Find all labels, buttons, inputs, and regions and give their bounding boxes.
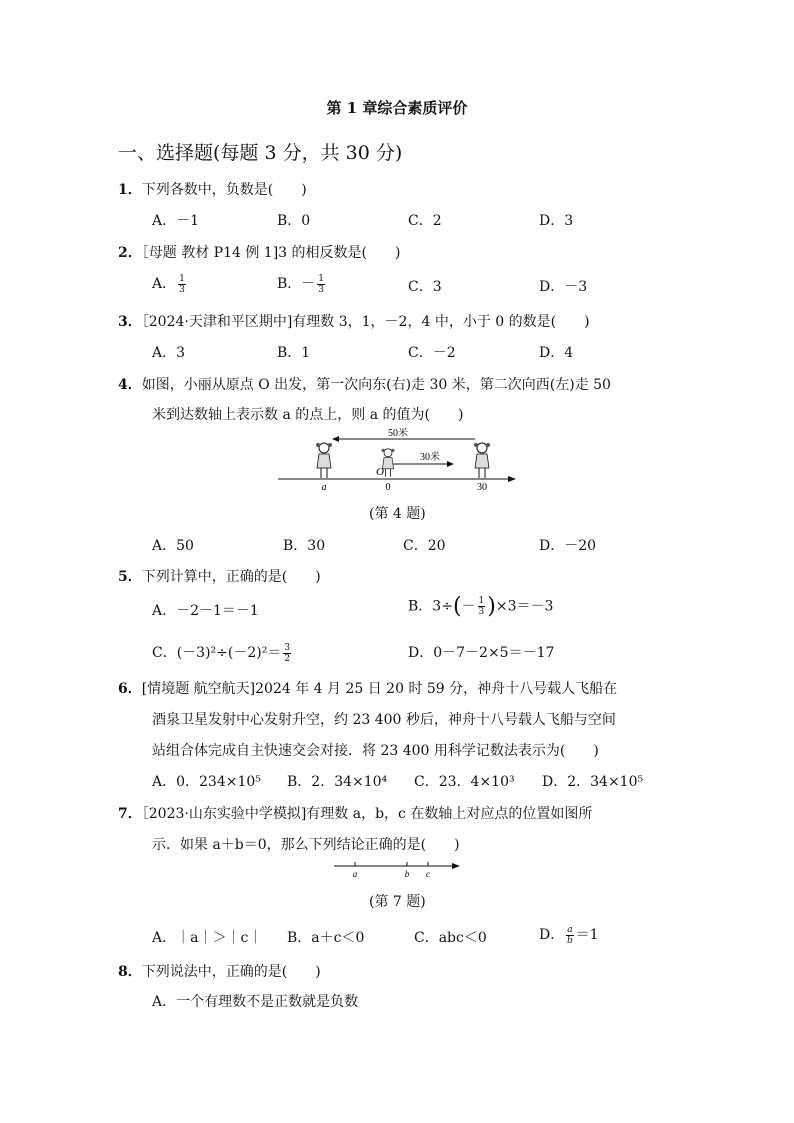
option-d: D．－20 xyxy=(539,538,597,554)
question-text: 如图，小丽从原点 O 出发，第一次向东(右)走 30 米，第二次向西(左)走 50 xyxy=(141,377,611,393)
question-text: ［2024·天津和平区期中]有理数 3，1，－2，4 中，小于 0 的数是( ) xyxy=(141,314,590,330)
question-text: 下列说法中，正确的是( ) xyxy=(141,964,321,980)
option-c: C．23．4×10³ xyxy=(414,774,515,790)
option-c: C．2 xyxy=(408,213,442,229)
tick-label-30: 30 xyxy=(477,482,487,492)
question-3 xyxy=(118,311,590,331)
question-number: 3． xyxy=(118,314,142,330)
fraction: $\frac{1}{3}$ xyxy=(179,273,185,295)
question-number: 2． xyxy=(118,245,142,261)
question-6 xyxy=(118,678,617,698)
option-a xyxy=(152,273,188,295)
question-number: 8． xyxy=(118,964,142,980)
question-text: 下列各数中，负数是( ) xyxy=(141,182,307,198)
question-7 xyxy=(118,803,592,823)
tick-label-b: b xyxy=(404,869,410,879)
option-a: A．一个有理数不是正数就是负数 xyxy=(152,994,359,1010)
option-c: C．－2 xyxy=(408,345,456,361)
question-5 xyxy=(118,566,321,586)
option-c: C．(－3)²÷(－2)²＝ $\frac{3}{2}$ xyxy=(152,642,291,664)
number-line-figure-7 xyxy=(330,858,464,880)
question-number: 5． xyxy=(118,569,142,585)
fraction: $\frac{3}{2}$ xyxy=(284,642,291,664)
question-6-line3: 站组合体完成自主快速交会对接．将 23 400 用科学记数法表示为( ) xyxy=(152,743,599,759)
option-b: B．0 xyxy=(277,213,311,229)
figure-caption: (第 7 题) xyxy=(369,894,426,910)
option-d: D．3 xyxy=(539,213,574,229)
label-30m: 30米 xyxy=(420,452,440,463)
tick-label-c: c xyxy=(426,869,430,879)
question-text: 下列计算中，正确的是( ) xyxy=(141,569,321,585)
option-c: C．abc＜0 xyxy=(414,930,487,946)
option-b: B．2．34×10⁴ xyxy=(287,774,388,790)
option-b: B．1 xyxy=(277,345,311,361)
option-a: A．－2－1＝－1 xyxy=(152,603,259,619)
option-a: A．0．234×10⁵ xyxy=(152,774,261,790)
option-label: A． xyxy=(152,276,177,292)
axis-arrowhead xyxy=(452,863,460,869)
fraction: $\frac{1}{3}$ xyxy=(318,273,325,295)
option-a: A．3 xyxy=(152,345,186,361)
question-text: [情境题 航空航天]2024 年 4 月 25 日 20 时 59 分，神舟十八号载人飞船在 xyxy=(141,681,618,697)
axis-arrowhead xyxy=(508,476,516,482)
number-line-figure-4 xyxy=(270,428,530,492)
option-d: D．4 xyxy=(539,345,574,361)
label-50m: 50米 xyxy=(388,428,408,439)
option-a: A．50 xyxy=(152,538,194,554)
option-a: A．－1 xyxy=(152,213,200,229)
arrowhead-left xyxy=(332,436,339,442)
option-label: B．－ xyxy=(277,276,316,292)
question-7-line2: 示．如果 a＋b＝0，那么下列结论正确的是( ) xyxy=(152,837,460,853)
option-c: C．20 xyxy=(403,538,446,554)
girl-figure-left xyxy=(316,443,332,478)
fraction: $\frac{a}{b}$ xyxy=(567,924,573,946)
figure-caption: (第 4 题) xyxy=(369,506,426,522)
question-4-line2: 米到达数轴上表示数 a 的点上，则 a 的值为( ) xyxy=(152,407,464,423)
arrowhead-right xyxy=(447,461,454,467)
page-title: 第 1 章综合素质评价 xyxy=(326,99,468,117)
origin-label: O xyxy=(376,466,384,478)
tick-label-a: a xyxy=(352,869,358,879)
question-number: 1． xyxy=(118,182,142,198)
tick-label-0: 0 xyxy=(385,482,391,492)
option-b: B．30 xyxy=(283,538,326,554)
option-d: D． $\frac{a}{b}$ ＝1 xyxy=(539,924,599,946)
question-number: 7． xyxy=(118,806,142,822)
question-text: ［2023·山东实验中学模拟]有理数 a，b，c 在数轴上对应点的位置如图所 xyxy=(141,806,593,822)
fraction: $\frac{1}{3}$ xyxy=(478,596,485,617)
tick-label-a: a xyxy=(321,482,327,492)
option-c: C．3 xyxy=(408,279,442,295)
question-4 xyxy=(118,374,611,394)
question-6-line2: 酒泉卫星发射中心发射升空，约 23 400 秒后，神舟十八号载人飞船与空间 xyxy=(152,712,616,728)
girl-figure-right xyxy=(474,443,490,478)
option-d: D．2．34×10⁵ xyxy=(542,774,644,790)
option-b: B．3÷(－ $\frac{1}{3}$ )×3＝－3 xyxy=(408,594,554,619)
question-number: 4． xyxy=(118,377,142,393)
option-b xyxy=(277,273,327,295)
question-text: ［母题 教材 P14 例 1]3 的相反数是( ) xyxy=(141,245,401,261)
question-number: 6． xyxy=(118,681,142,697)
question-2 xyxy=(118,242,400,262)
section-heading: 一、选择题(每题 3 分，共 30 分) xyxy=(118,142,403,164)
option-a: A．｜a｜＞｜c｜ xyxy=(152,930,263,946)
option-b: B．a＋c＜0 xyxy=(287,930,365,946)
question-8 xyxy=(118,961,321,981)
question-1 xyxy=(118,179,307,199)
option-d: D．－3 xyxy=(539,279,588,295)
option-d: D．0－7－2×5＝－17 xyxy=(408,645,555,661)
